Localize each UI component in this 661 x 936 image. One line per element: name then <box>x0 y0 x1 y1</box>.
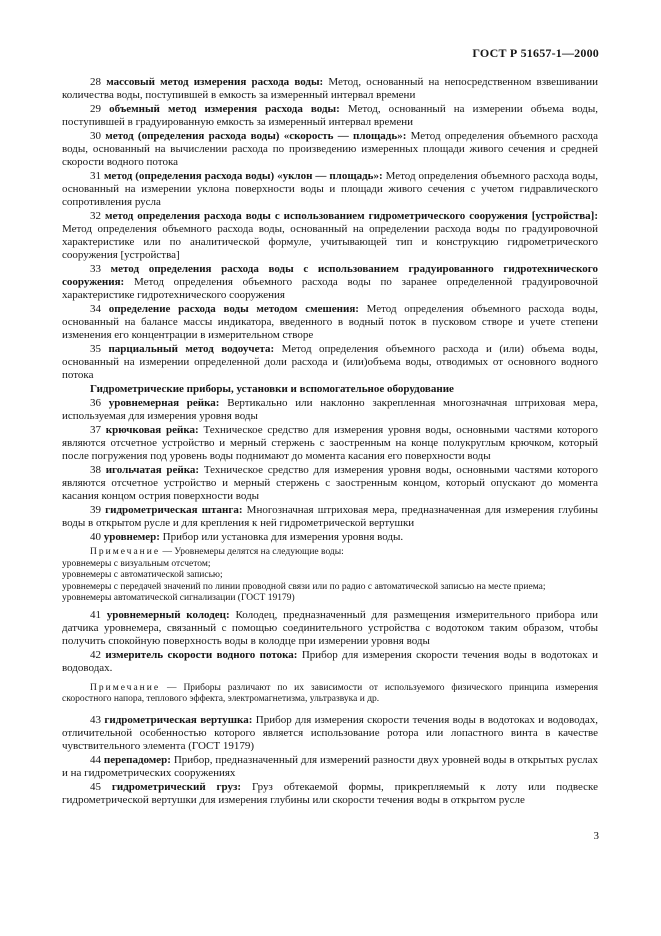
definition-term: парциальный метод водоучета: <box>108 343 275 355</box>
definition-term: определение расхода воды методом смешения: <box>108 303 359 315</box>
note-flowmeters <box>62 683 598 706</box>
definition-number: 40 <box>90 531 101 543</box>
definition-paragraph <box>62 424 598 463</box>
note-line: уровнемеры с визуальным отсчетом; <box>62 558 211 569</box>
definition-text: Метод определения объемного расхода воды по заранее определенной градуировочной характеристике гидротехнического сооружения <box>62 276 598 301</box>
definitions-block-4 <box>62 714 598 807</box>
definition-term: объемный метод измерения расхода воды: <box>109 103 340 115</box>
definition-paragraph <box>62 754 598 780</box>
note-label: Примечание <box>90 682 161 693</box>
definition-term: метод (определения расхода воды) «скорость — площадь»: <box>105 130 407 142</box>
definition-text: Прибор или установка для измерения уровня воды. <box>159 531 404 543</box>
standard-header: ГОСТ Р 51657-1—2000 <box>472 46 599 60</box>
definition-text: Метод определения объемного расхода воды, основанный на вычислении расхода по произведению измеренных площади живого сечения и средней скорости водного потока <box>62 130 598 168</box>
definition-text: Вертикально или наклонно закрепленная многозначная штриховая мера, используемая для измерения уровня воды <box>62 397 598 422</box>
definition-paragraph <box>62 649 598 675</box>
definition-paragraph <box>62 714 598 753</box>
note-levelmeters <box>62 547 598 605</box>
definition-term: метод определения расхода воды с использованием градуированного гидротехнического сооружения: <box>62 263 598 288</box>
definition-term: игольчатая рейка: <box>105 464 200 476</box>
note-text: — Приборы различают по их зависимости от используемого физического принципа измерения скоростного напора, теплового эффекта, электромагнетизма, ультразвука и др. <box>62 682 598 704</box>
definition-number: 34 <box>90 303 101 315</box>
definition-term: метод определения расхода воды с использованием гидрометрического сооружения [устройства]: <box>104 210 599 222</box>
definition-number: 33 <box>90 263 101 275</box>
definition-text: Метод, основанный на непосредственном взвешивании количества воды, поступившей в емкость за измеренный интервал времени <box>62 76 599 101</box>
definition-number: 45 <box>90 780 101 793</box>
note-line: уровнемеры с передачей значений по линии проводной связи или по радио с автоматической записью на месте приема; <box>62 581 546 592</box>
definition-paragraph <box>62 609 598 648</box>
definition-paragraph <box>62 103 598 129</box>
definition-number: 41 <box>90 608 101 621</box>
definition-text: Груз обтекаемой формы, прикрепляемый к лоту или подвеске гидрометрической вертушки для измерения глубины или скорости течения воды в открытом русле <box>62 780 599 806</box>
definition-number: 32 <box>90 210 101 222</box>
definition-text: Метод определения объемного расхода воды, основанный на определении расхода воды по градуировочной характеристике или по аналитической формуле, учитывающей тип и конструкцию гидрометрического сооружения [устройства] <box>62 223 598 261</box>
definition-term: крючковая рейка: <box>105 424 199 436</box>
definition-number: 35 <box>90 343 101 355</box>
definition-number: 43 <box>90 713 101 726</box>
definition-text: Метод, основанный на измерении объема воды, поступившей в градуированную емкость за измеренный интервал времени <box>62 103 599 128</box>
definition-text: Техническое средство для измерения уровня воды, основными частями которого являются отсчетное устройство и мерный стержень с заостренным концом, который опускают до момента касания концом острия поверхности воды <box>62 464 598 502</box>
definition-term: гидрометрическая вертушка: <box>104 713 253 726</box>
definition-term: уровнемерная рейка: <box>108 397 220 409</box>
definition-term: гидрометрический груз: <box>111 780 242 793</box>
note-text: — Уровнемеры делятся на следующие воды: <box>160 547 344 557</box>
definitions-block-1 <box>62 76 598 382</box>
definition-number: 38 <box>90 464 101 476</box>
definition-number: 42 <box>90 648 101 661</box>
definition-number: 36 <box>90 397 101 409</box>
definition-term: массовый метод измерения расхода воды: <box>106 76 324 88</box>
definition-number: 39 <box>90 504 101 516</box>
note-line: уровнемеры автоматической сигнализации (ГОСТ 19179) <box>62 593 295 603</box>
definition-paragraph <box>62 531 598 544</box>
definition-number: 29 <box>90 103 101 115</box>
definition-term: уровнемер: <box>103 531 160 543</box>
definition-text: Прибор для измерения скорости течения воды в водотоках и водоводах. <box>62 648 599 674</box>
definition-number: 44 <box>90 753 101 766</box>
definitions-block-3 <box>62 609 598 675</box>
definition-paragraph <box>62 781 598 807</box>
definition-term: гидрометрическая штанга: <box>105 504 243 516</box>
definition-text: Метод определения объемного расхода воды, основанный на измерении уклона поверхности воды и площади живого сечения с учетом гидравлического сопротивления русла <box>62 170 598 208</box>
definitions-block-2 <box>62 397 598 544</box>
definition-term: метод (определения расхода воды) «уклон — площадь»: <box>103 170 383 182</box>
definition-paragraph <box>62 130 598 169</box>
definition-number: 28 <box>90 76 101 88</box>
definition-term: уровнемерный колодец: <box>106 608 230 621</box>
definition-term: измеритель скорости водного потока: <box>105 648 298 661</box>
definition-term: перепадомер: <box>103 753 171 766</box>
note-line: уровнемеры с автоматической записью; <box>62 570 223 580</box>
definition-paragraph <box>62 464 598 503</box>
definition-text: Прибор для измерения скорости течения воды в водотоках и водоводах, отличительной особенностью которого является использование ротора или лопастного винта в качестве чувствительного элемента (ГОСТ 19179) <box>62 713 599 752</box>
definition-paragraph <box>62 170 598 209</box>
definition-paragraph <box>62 397 598 423</box>
definition-text: Многозначная штриховая мера, предназначенная для измерения глубины воды в открытом русле и для крепления к ней гидрометрической вертушки <box>62 504 598 529</box>
page-content <box>62 76 598 808</box>
definition-paragraph <box>62 263 598 302</box>
definition-text: Метод определения объемного расхода и (или) объема воды, основанный на измерении определенной доли расхода и (или)объема воды, отводимых от основного водного потока <box>62 343 599 381</box>
page-number: 3 <box>593 830 599 842</box>
definition-paragraph <box>62 303 598 342</box>
definition-number: 31 <box>90 170 101 182</box>
definition-paragraph <box>62 343 598 382</box>
definition-text: Метод определения объемного расхода воды, основанный на балансе массы индикатора, введенного в водный поток в пусковом створе и учете степени изменения его концентрации в измерительном створе <box>62 303 598 341</box>
definition-text: Колодец, предназначенный для размещения измерительного прибора или датчика уровнемера, связанный с помощью соединительного устройства с водотоком таким образом, чтобы получить спокойную поверхность воды в колодце при измерении уровня воды <box>62 608 599 647</box>
section-subheading: Гидрометрические приборы, установки и вспомогательное оборудование <box>90 383 454 395</box>
definition-text: Техническое средство для измерения уровня воды, основными частями которого являются отсчетное устройство и мерный стержень с заостренным на конце полукруглым крючком, который после погружения под уровень воды поднимают до момента касания его поверхности воды <box>62 424 598 462</box>
note-label: Примечание <box>90 547 161 557</box>
definition-paragraph <box>62 210 598 262</box>
definition-number: 37 <box>90 424 101 436</box>
definition-text: Прибор, предназначенный для измерений разности двух уровней воды в открытых руслах и на гидрометрических сооружениях <box>62 753 598 779</box>
definition-paragraph <box>62 504 598 530</box>
definition-number: 30 <box>90 130 101 142</box>
definition-paragraph <box>62 76 598 102</box>
